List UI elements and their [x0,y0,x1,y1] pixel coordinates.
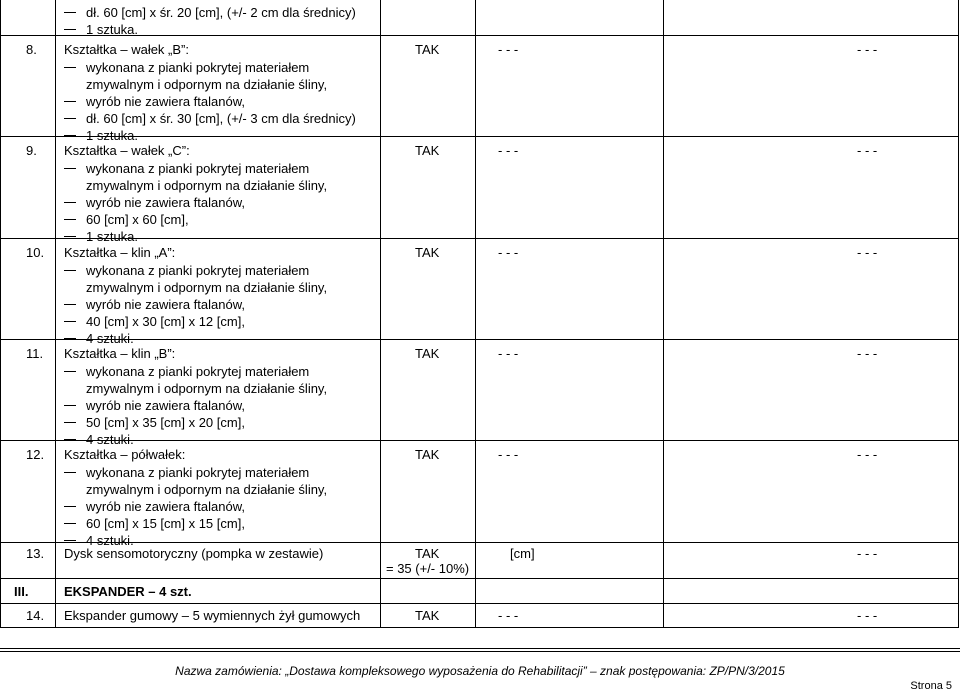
offered-value: - - - [857,245,878,260]
row-divider [0,339,959,340]
parameter-value: - - - [498,346,519,361]
footer-rule [0,651,960,652]
item-title: Kształtka – klin „B”: [64,346,176,361]
parameter-value: - - - [498,608,519,623]
parameter-value: - - - [498,42,519,57]
page-number: Strona 5 [910,680,952,692]
parameter-unit: [cm] [510,546,535,561]
row-divider [0,603,959,604]
item-number: 14. [26,608,45,623]
item-title: Dysk sensomotoryczny (pompka w zestawie) [64,546,324,561]
offered-value: - - - [857,143,878,158]
item-number: 11. [26,346,44,361]
table-col-divider-2 [380,0,381,628]
table-col-divider-1 [55,0,56,628]
requirement-value: TAK [415,42,440,57]
row-divider [0,578,959,579]
item-number: 12. [26,447,45,462]
offered-value: - - - [857,346,878,361]
row-divider [0,440,959,441]
requirement-value: TAK [415,346,440,361]
document-page: dł. 60 [cm] x śr. 20 [cm], (+/- 2 cm dla średnicy) 1 sztuka. 8. Kształtka – wałek „B”: wykonana z pianki pokrytej materiałem zmywalnym i odpornym na działanie śliny, wyrób nie zawiera ftalanów, dł. 60 [cm] x śr. 30 [cm], (+/- 3 cm dla średnicy) 1 sztuka. TAK - - - - - - 9. Kształtka – wałek „C”: wykonana z pianki pokrytej materiałem zmywalnym i odpornym na działanie śliny, wyrób nie zawiera ftalanów, 60 [cm] x 60 [cm], 1 sztuka. TAK - - - - - - 10. Kształtka – klin „A”: wykonana z pianki pokrytej materiałem zmywalnym i odpornym na działanie śliny, wyrób nie zawiera ftalanów, 40 [cm] x 30 [cm] x 12 [cm], 4 sztuki. TAK - - - - - - 11. Kształtka – klin „B”: wykonana z pianki pokrytej materiałem zmywalnym i odpornym na działanie śliny, wyrób nie zawiera ftalanów, 50 [cm] x 35 [cm] x 20 [cm], 4 sztuki. TAK - - - - - - 12. Kształtka – półwałek: wykonana z pianki pokrytej materiałem zmywalnym i odpornym na działanie śliny, wyrób nie zawiera ftalanów, 60 [cm] x 15 [cm] x 15 [cm], 4 sztuki. TAK - - - - - - 13. Dysk sensomotoryczny (pompka w zestawie) TAK = 35 (+/- 10%) [cm] - - - III. EKSPANDER – 4 szt. 14. Ekspander gumowy – 5 wymiennych żył gumowych TAK - - - - - - Nazwa zamówienia: „Dostawa kompleksowego wyposażenia do Rehabilitacji” – znak postępowania: ZP/PN/3/2015 Strona 5 [0,0,960,692]
offered-value: - - - [857,42,878,57]
parameter-value: - - - [498,245,519,260]
requirement-value: TAK [415,447,440,462]
footer-rule [0,648,960,649]
table-col-divider-3 [475,0,476,628]
requirement-value: TAK [415,143,440,158]
row-divider [0,238,959,239]
requirement-value: TAK [415,546,440,561]
item-title: Ekspander gumowy – 5 wymiennych żył gumowych [64,608,361,623]
section-number: III. [14,584,29,599]
row-divider [0,542,959,543]
parameter-value: - - - [498,447,519,462]
row-divider [0,627,959,628]
item-number: 10. [26,245,45,260]
section-title: EKSPANDER – 4 szt. [64,584,192,599]
row-divider [0,136,959,137]
offered-value: - - - [857,447,878,462]
table-border-right [958,0,959,628]
row-divider [0,35,959,36]
offered-value: - - - [857,546,878,561]
item-number: 8. [26,42,37,57]
parameter-value: - - - [498,143,519,158]
table-col-divider-4 [663,0,664,628]
item-title: Kształtka – półwałek: [64,447,186,462]
requirement-value: TAK [415,608,440,623]
offered-value: - - - [857,608,878,623]
footer-procurement-name: Nazwa zamówienia: „Dostawa kompleksowego wyposażenia do Rehabilitacji” – znak postępowania: ZP/PN/3/2015 [175,664,785,678]
requirement-range: = 35 (+/- 10%) [386,561,470,576]
item-title: Kształtka – wałek „C”: [64,143,190,158]
table-border-left [0,0,1,628]
item-number: 9. [26,143,37,158]
item-title: Kształtka – klin „A”: [64,245,176,260]
item-number: 13. [26,546,45,561]
requirement-value: TAK [415,245,440,260]
item-title: Kształtka – wałek „B”: [64,42,189,57]
